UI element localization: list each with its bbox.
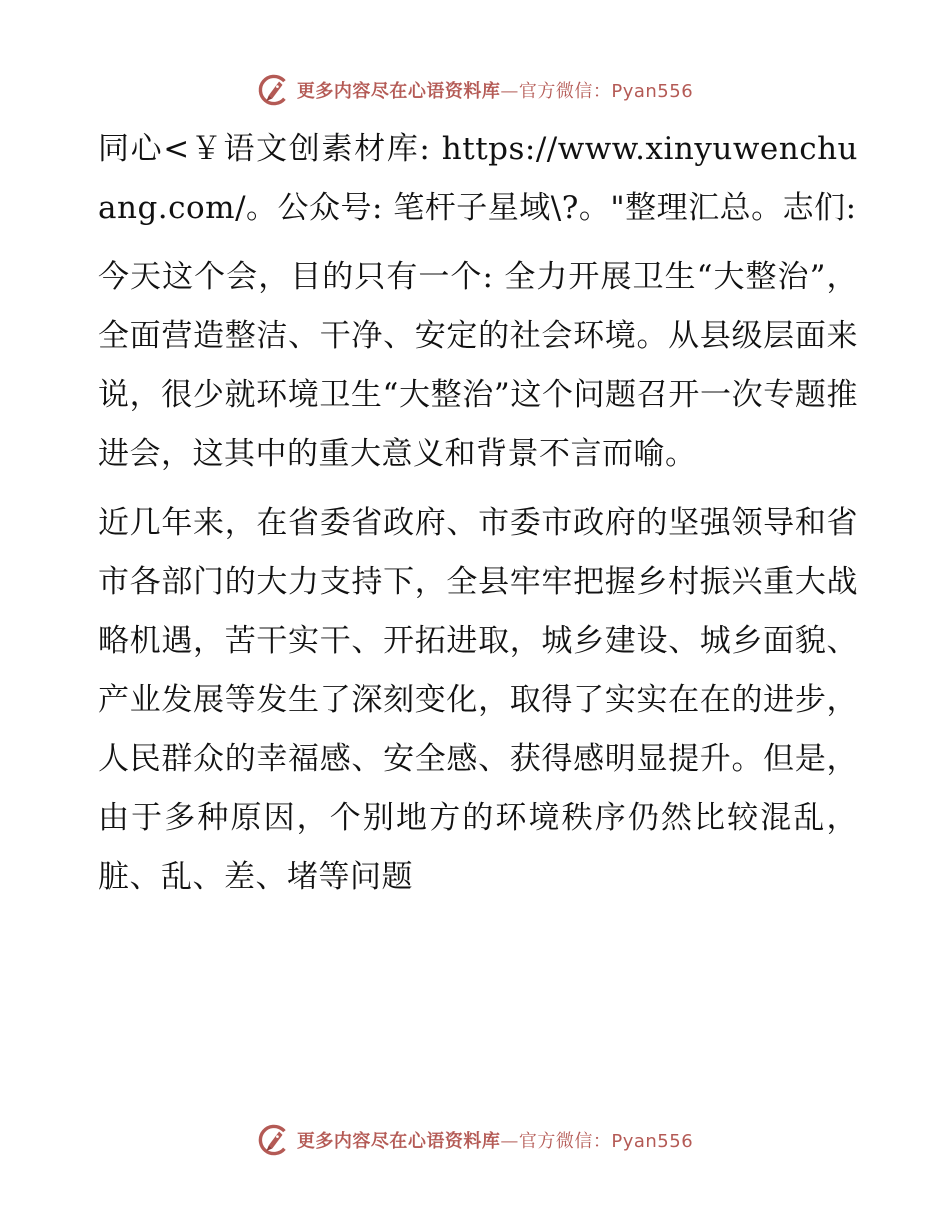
watermark-wechat-label: 官方微信： bbox=[518, 1131, 612, 1152]
paragraph-2: 今天这个会，目的只有一个: 全力开展卫生“大整治”，全面营造整洁、干净、安定的社会环境。从县级层面来说，很少就环境卫生“大整治”这个问题召开一次专题推进会，这其中的重大意义和背景不言而喻。 bbox=[98, 259, 858, 472]
header-watermark bbox=[0, 68, 950, 112]
footer-watermark bbox=[0, 1118, 950, 1162]
watermark-main-text: 更多内容尽在心语资料库 bbox=[296, 81, 501, 102]
watermark-dash: — bbox=[500, 1131, 519, 1152]
watermark-text bbox=[297, 77, 693, 103]
watermark-wechat-label: 官方微信： bbox=[518, 81, 612, 102]
watermark-main-text: 更多内容尽在心语资料库 bbox=[296, 1131, 501, 1152]
pen-nib-logo-icon bbox=[257, 1123, 291, 1157]
paragraph-3: 近几年来，在省委省政府、市委市政府的坚强领导和省市各部门的大力支持下，全县牢牢把握乡村振兴重大战略机遇，苦干实干、开拓进取，城乡建设、城乡面貌、产业发展等发生了深刻变化，取得了实实在在的进步，人民群众的幸福感、安全感、获得感明显提升。但是，由于多种原因，个别地方的环境秩序仍然比较混乱，脏、乱、差、堵等问题 bbox=[98, 505, 858, 895]
pen-nib-logo-icon bbox=[257, 73, 291, 107]
watermark-text bbox=[297, 1127, 693, 1153]
watermark-wechat-id: Pyan556 bbox=[611, 1131, 694, 1152]
paragraph-1: 同心<￥语文创素材库: https://www.xinyuwenchuang.com/。公众号: 笔杆子星域\?。"整理汇总。志们: bbox=[98, 131, 858, 226]
watermark-wechat-id: Pyan556 bbox=[611, 81, 694, 102]
watermark-dash: — bbox=[500, 81, 519, 102]
document-body bbox=[98, 120, 858, 917]
